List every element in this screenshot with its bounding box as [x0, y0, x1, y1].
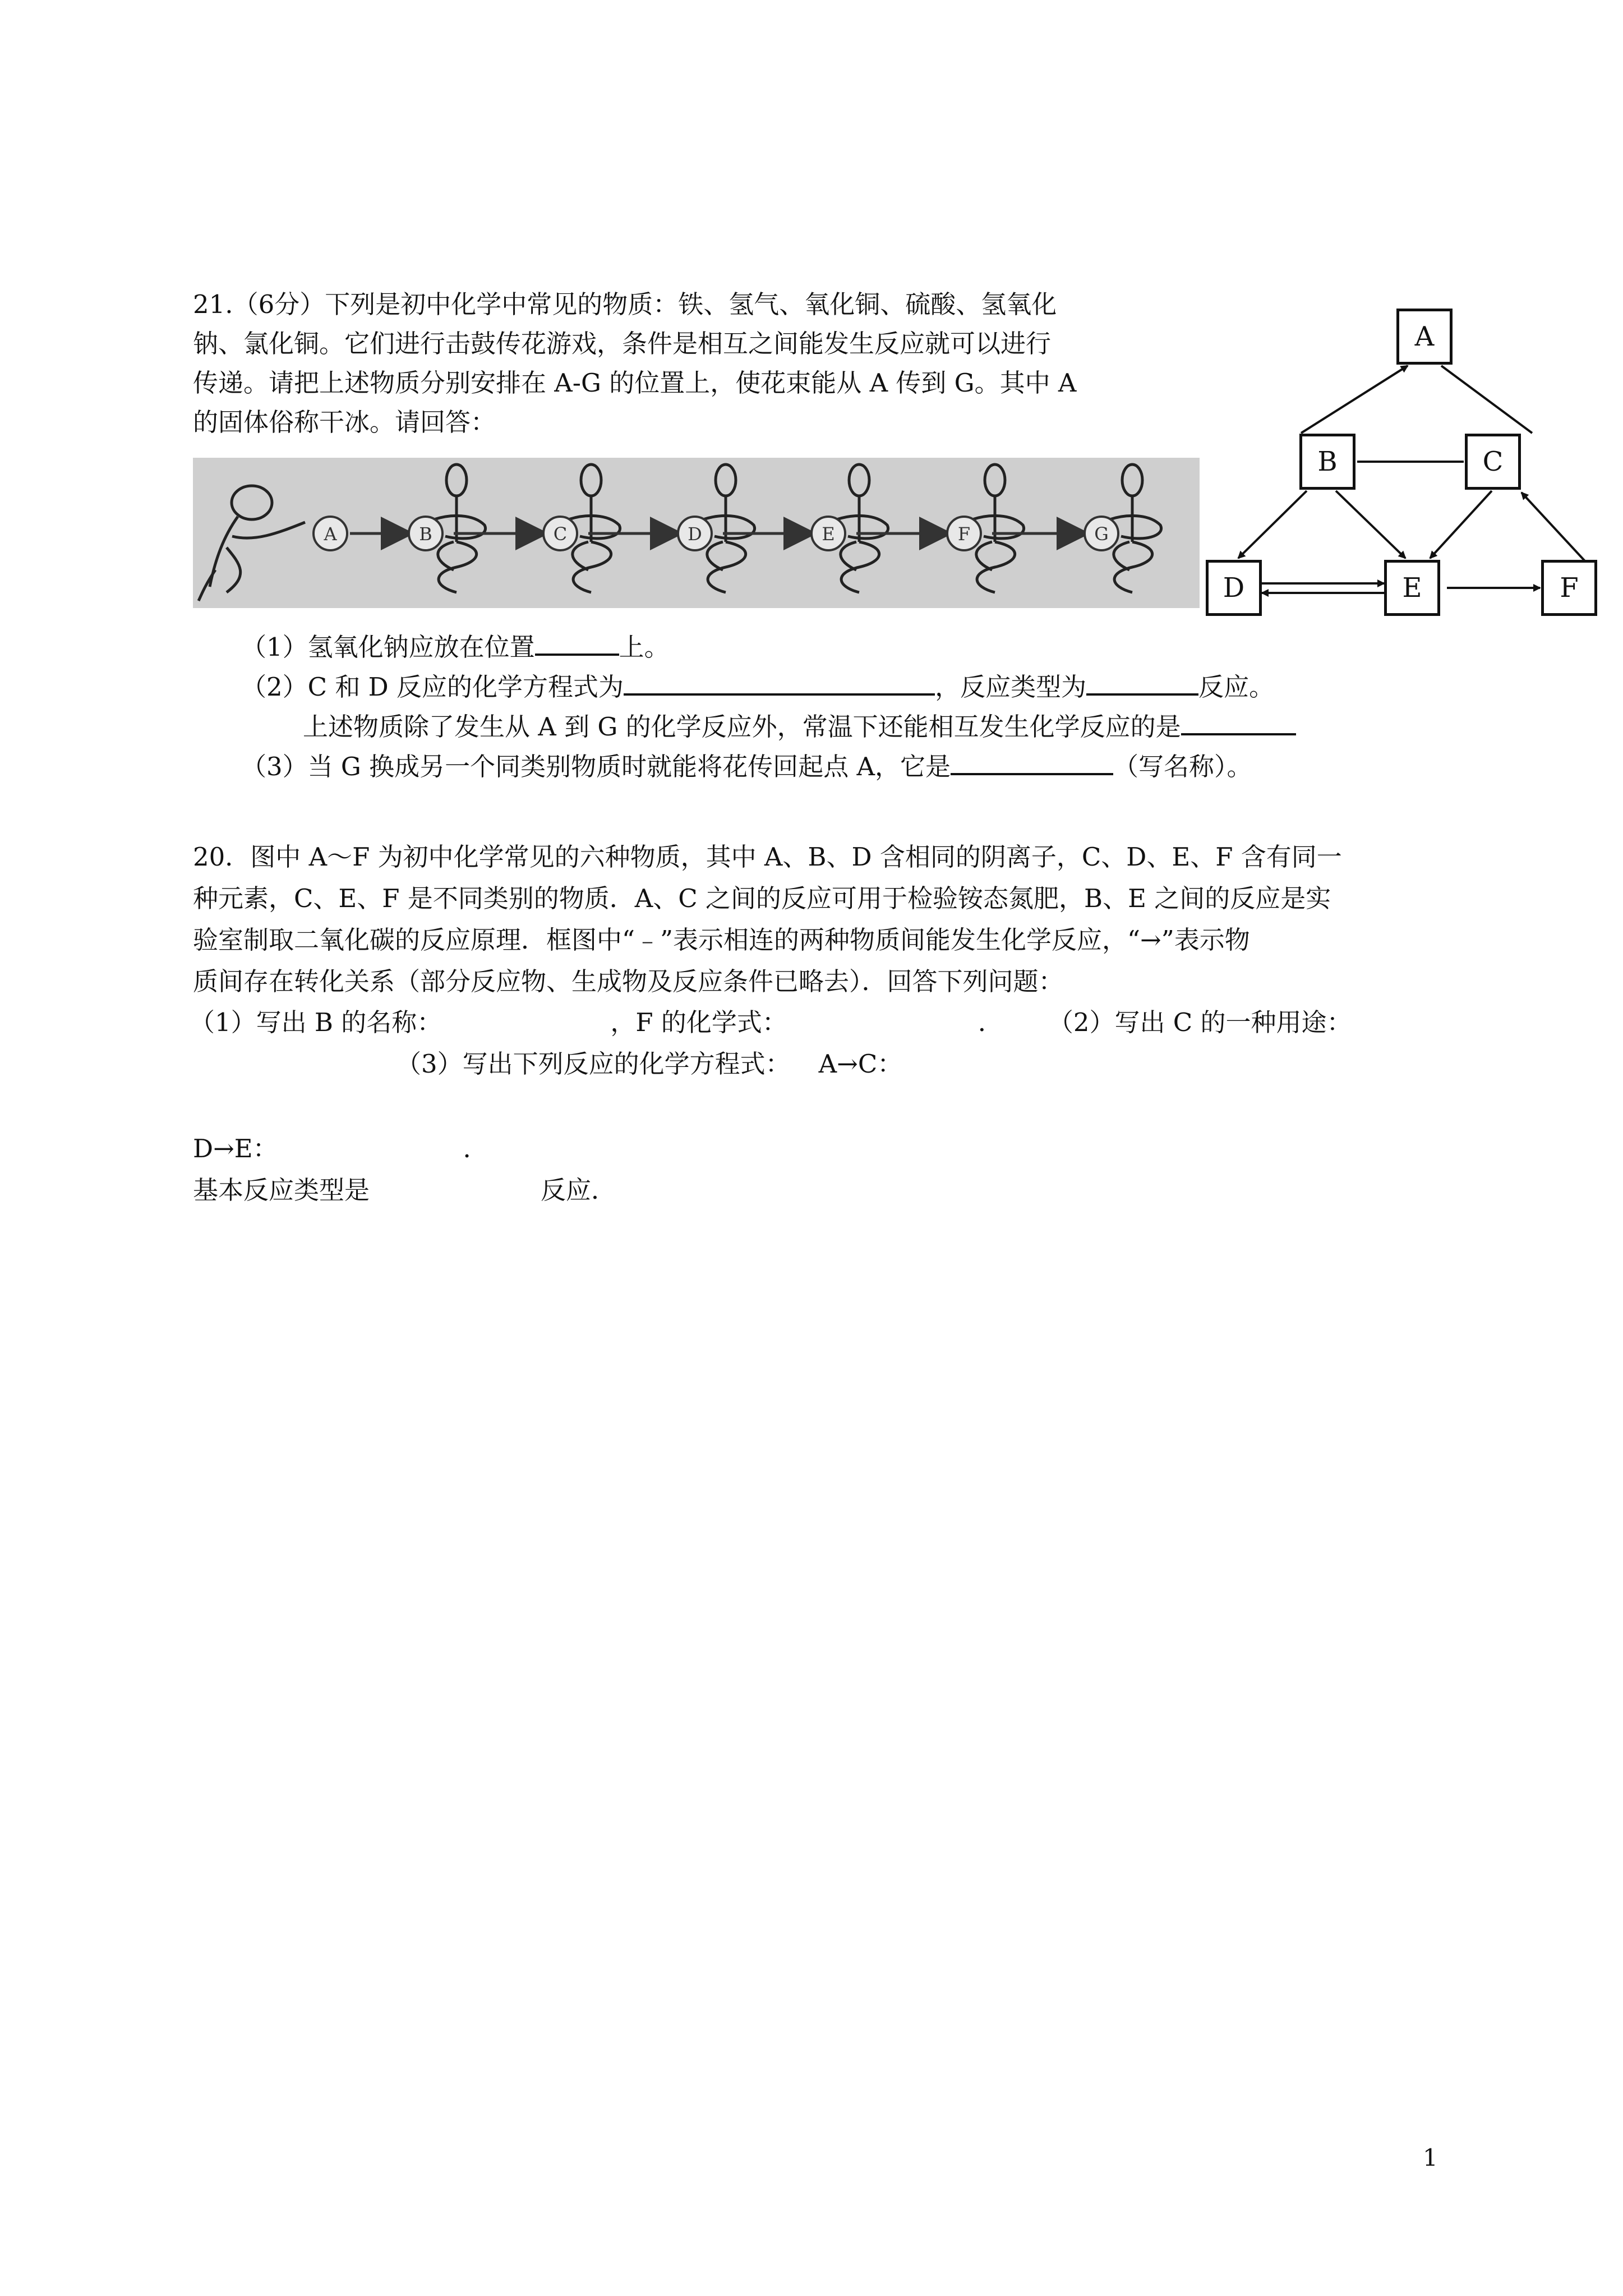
q21-intro-line-3: 传递。请把上述物质分别安排在 A-G 的位置上，使花束能从 A 传到 G。其中 A: [193, 368, 1077, 398]
q20-equation-label: （3）写出下列反应的化学方程式：: [396, 1049, 791, 1079]
pass-the-flower-game-image: [193, 458, 1200, 608]
diagram-node-b: B: [1299, 434, 1355, 490]
arrow-b-to-d: [1238, 491, 1307, 558]
q21-part2-extra: [303, 711, 1296, 742]
q21-extra-reaction-blank[interactable]: [1181, 711, 1296, 735]
arrow-f-to-c: [1521, 493, 1585, 561]
q20-line5-period: ．: [978, 1007, 1003, 1037]
arrow-c-to-e: [1430, 491, 1492, 558]
q20-line-6: [396, 1049, 903, 1079]
line-a-c: [1441, 366, 1532, 433]
q21-intro-line-4: 的固体俗称干冰。请回答：: [193, 407, 496, 437]
q21-intro-line-2: 钠、氯化铜。它们进行击鼓传花游戏，条件是相互之间能发生反应就可以进行: [193, 329, 1052, 358]
q20-f-formula-label: ，F 的化学式：: [610, 1007, 787, 1037]
game-ball-label: B: [419, 523, 432, 545]
game-ball-label: A: [324, 523, 337, 545]
q20-text-line-4: 质间存在转化关系（部分反应物、生成物及反应条件已略去）．回答下列问题：: [193, 967, 1064, 996]
diagram-node-c: C: [1465, 434, 1521, 490]
q21-part1-text-end: 上。: [619, 632, 670, 662]
q21-part2-text: （2）C 和 D 反应的化学方程式为: [241, 672, 624, 702]
q20-text-line-2: 种元素，C、E、F 是不同类别的物质．A、C 之间的反应可用于检验铵态氮肥，B、E 之间的反应是实: [193, 884, 1331, 913]
q20-reaction-type-label: 基本反应类型是: [193, 1175, 370, 1205]
q21-part2-extra-text: 上述物质除了发生从 A 到 G 的化学反应外，常温下还能相互发生化学反应的是: [303, 712, 1181, 742]
q20-text-line-3: 验室制取二氧化碳的反应原理．框图中“﹣”表示相连的两种物质间能发生化学反应，“→”表示物: [193, 925, 1250, 955]
q21-part2-text-end: 反应。: [1198, 672, 1275, 702]
stick-figure-chain-illustration: [193, 458, 1200, 608]
q21-part3-answer-blank[interactable]: [951, 751, 1113, 775]
q21-part3-text: （3）当 G 换成另一个同类别物质时就能将花传回起点 A，它是: [241, 752, 951, 781]
crouching-figure-icon: [199, 486, 305, 601]
q20-d-to-e-label: D→E：: [193, 1134, 278, 1163]
diagram-node-f: F: [1541, 560, 1597, 616]
q20-c-use-label: （2）写出 C 的一种用途：: [1048, 1007, 1352, 1037]
page-number: 1: [1423, 2144, 1438, 2171]
q20-reaction-type-end: 反应．: [541, 1175, 617, 1205]
q21-part1-text: （1）氢氧化钠应放在位置: [241, 632, 535, 662]
game-ball-label: G: [1094, 523, 1109, 545]
game-ball-label: F: [957, 523, 971, 545]
q20-text-line-1: 20．图中 A～F 为初中化学常见的六种物质，其中 A、B、D 含相同的阴离子，C、D、E、F 含有同一: [193, 842, 1342, 872]
q20-line-5: [190, 1007, 1352, 1037]
q20-b-name-label: （1）写出 B 的名称：: [190, 1007, 442, 1037]
q20-line7-period: ．: [463, 1134, 488, 1163]
arrow-b-to-a: [1301, 366, 1408, 433]
game-ball-label: D: [688, 523, 702, 545]
arrow-b-to-e: [1336, 491, 1405, 558]
q21-part3: [241, 751, 1252, 779]
diagram-node-e: E: [1384, 560, 1440, 616]
substance-relation-diagram: [1206, 303, 1621, 634]
q20-a-to-c-label: A→C：: [818, 1049, 903, 1079]
q20-line-8: [193, 1177, 616, 1203]
q21-part1: [241, 631, 670, 660]
q21-part1-answer-blank[interactable]: [535, 631, 619, 656]
diagram-node-a: A: [1396, 309, 1453, 365]
diagram-node-d: D: [1206, 560, 1262, 616]
q21-part2: [241, 671, 1274, 700]
q21-equation-blank[interactable]: [624, 671, 935, 696]
q20-line-7: [193, 1136, 488, 1161]
game-ball-label: C: [553, 523, 568, 545]
q21-reaction-type-blank[interactable]: [1086, 671, 1198, 696]
q21-part2-reaction-type-text: ，反应类型为: [935, 672, 1087, 702]
game-ball-label: E: [822, 523, 835, 545]
q21-intro-line-1: 21.（6分）下列是初中化学中常见的物质：铁、氢气、氧化铜、硫酸、氢氧化: [193, 289, 1057, 319]
q21-part3-text-end: （写名称）。: [1113, 752, 1252, 781]
